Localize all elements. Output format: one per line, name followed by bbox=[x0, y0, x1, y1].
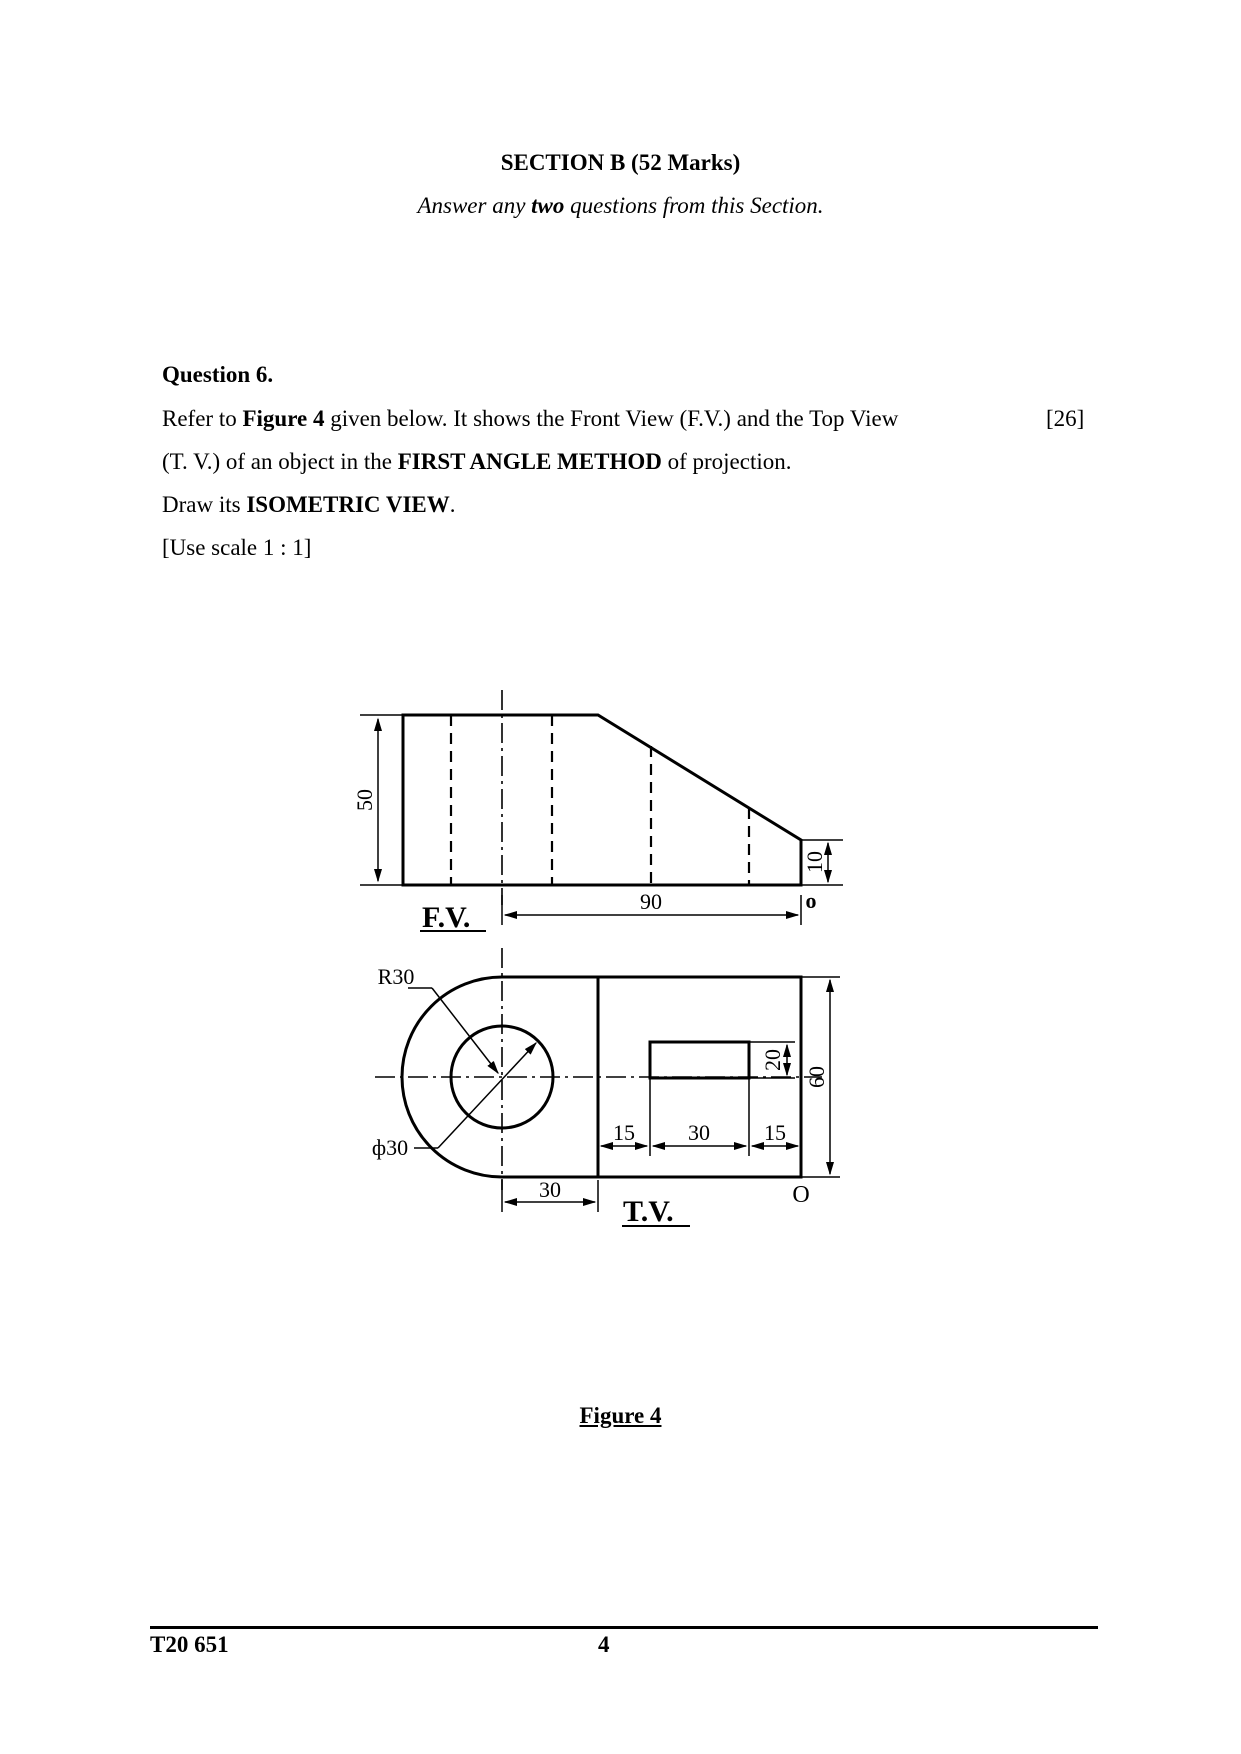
footer-page-number: 4 bbox=[598, 1632, 610, 1657]
dim-50-text: 50 bbox=[352, 789, 377, 811]
q-line3-c: . bbox=[449, 492, 456, 517]
instruction-bold: two bbox=[531, 193, 565, 218]
dim-r30-text: R30 bbox=[377, 964, 415, 989]
r30-leader-line bbox=[432, 988, 498, 1073]
figure-caption: Figure 4 bbox=[579, 1403, 662, 1428]
dim-15-right-text: 15 bbox=[764, 1120, 786, 1145]
origin-tv: O bbox=[792, 1182, 810, 1208]
footer-rule bbox=[150, 1626, 1098, 1629]
section-title: SECTION B (52 Marks) bbox=[500, 150, 741, 175]
tv-slot bbox=[650, 1042, 749, 1078]
q-line3-a: Draw its bbox=[162, 492, 247, 517]
origin-fv: o bbox=[805, 888, 817, 913]
q-line2-b: FIRST ANGLE METHOD bbox=[397, 449, 662, 474]
q-line1-b: Figure 4 bbox=[242, 406, 325, 431]
top-view bbox=[375, 948, 840, 1226]
dim-20-text: 20 bbox=[760, 1049, 785, 1071]
dim-60-text: 60 bbox=[804, 1066, 829, 1088]
question-marks: [26] bbox=[1046, 406, 1085, 431]
dim-phi30-text: ф30 bbox=[371, 1135, 409, 1160]
dim-30-bottom-text: 30 bbox=[539, 1177, 561, 1202]
question-heading: Question 6. bbox=[162, 362, 274, 387]
dim-90-text: 90 bbox=[640, 889, 662, 914]
q-line2-a: (T. V.) of an object in the bbox=[162, 449, 398, 474]
dim-15-left-text: 15 bbox=[613, 1120, 635, 1145]
dim-30-mid-text: 30 bbox=[688, 1120, 710, 1145]
dim-10-text: 10 bbox=[802, 851, 827, 873]
front-view bbox=[360, 690, 843, 931]
question-line-4: [Use scale 1 : 1] bbox=[162, 535, 312, 560]
tv-label: T.V. bbox=[623, 1195, 674, 1228]
fv-label: F.V. bbox=[422, 901, 471, 934]
q-line3-b: ISOMETRIC VIEW bbox=[246, 492, 450, 517]
instruction-pre: Answer any bbox=[417, 193, 532, 218]
q-line1-c: given below. It shows the Front View (F.V.) and the Top View bbox=[324, 406, 899, 431]
q-line2-c: of projection. bbox=[661, 449, 792, 474]
footer-paper-code: T20 651 bbox=[150, 1632, 229, 1657]
fv-outline bbox=[403, 715, 801, 885]
q-line1-a: Refer to bbox=[162, 406, 243, 431]
top-view-text bbox=[372, 964, 829, 1228]
instruction-post: questions from this Section. bbox=[564, 193, 824, 218]
